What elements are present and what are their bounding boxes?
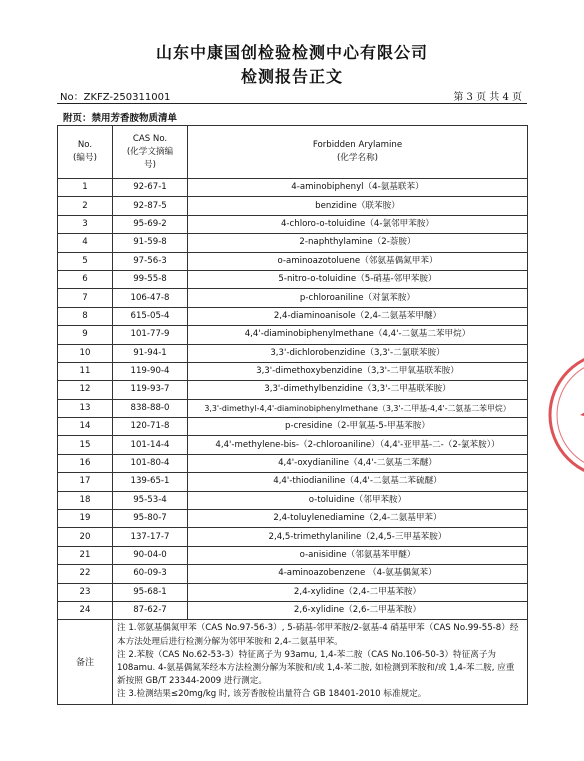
table-row xyxy=(58,418,528,436)
report-number: No：ZKFZ-250311001 xyxy=(60,92,171,103)
official-seal-stamp xyxy=(542,345,584,485)
cas-number: 101-14-4 xyxy=(113,436,188,454)
column-header-no xyxy=(58,126,113,179)
column-header-cas-line1: CAS No. xyxy=(132,133,168,144)
cas-number: 92-67-1 xyxy=(113,179,188,197)
row-number: 3 xyxy=(58,215,113,233)
row-number: 11 xyxy=(58,362,113,380)
chemical-name: 2,4-toluylenediamine（2,4-二氨基甲苯） xyxy=(188,510,528,528)
chemical-name: 4,4'-methylene-bis-（2-chloroaniline）（4,4'-亚甲基-二-（2-氯苯胺）） xyxy=(188,436,528,454)
table-row xyxy=(58,252,528,270)
chemical-name: 4,4'-diaminobiphenylmethane（4,4'-二氨基二苯甲烷） xyxy=(188,326,528,344)
row-number: 4 xyxy=(58,234,113,252)
chemical-name: 2,6-xylidine（2,6-二甲基苯胺） xyxy=(188,601,528,619)
chemical-name: 4,4'-thiodianiline（4,4'-二氨基二苯硫醚） xyxy=(188,473,528,491)
table-header-row xyxy=(58,126,528,179)
arylamine-table xyxy=(57,125,528,705)
cas-number: 95-68-1 xyxy=(113,583,188,601)
table-row xyxy=(58,491,528,509)
chemical-name: 3,3'-dimethylbenzidine（3,3'-二甲基联苯胺） xyxy=(188,381,528,399)
row-number: 5 xyxy=(58,252,113,270)
notes-content xyxy=(113,620,528,704)
table-row xyxy=(58,601,528,619)
chemical-name: 2,4,5-trimethylaniline（2,4,5-三甲基苯胺） xyxy=(188,528,528,546)
chemical-name: p-cresidine（2-甲氧基-5-甲基苯胺） xyxy=(188,418,528,436)
row-number: 12 xyxy=(58,381,113,399)
table-row xyxy=(58,436,528,454)
cas-number: 615-05-4 xyxy=(113,307,188,325)
table-row xyxy=(58,197,528,215)
chemical-name: benzidine（联苯胺） xyxy=(188,197,528,215)
organization-name: 山东中康国创检验检测中心有限公司 xyxy=(155,43,428,62)
header-divider xyxy=(57,103,527,104)
row-number: 19 xyxy=(58,510,113,528)
table-row xyxy=(58,528,528,546)
row-number: 9 xyxy=(58,326,113,344)
chemical-name: o-aminoazotoluene（邻氨基偶氮甲苯） xyxy=(188,252,528,270)
chemical-name: p-chloroaniline（对氯苯胺） xyxy=(188,289,528,307)
table-row xyxy=(58,565,528,583)
table-row xyxy=(58,234,528,252)
chemical-name: 2-naphthylamine（2-萘胺） xyxy=(188,234,528,252)
cas-number: 87-62-7 xyxy=(113,601,188,619)
row-number: 1 xyxy=(58,179,113,197)
chemical-name: 4-aminoazobenzene （4-氨基偶氮苯） xyxy=(188,565,528,583)
cas-number: 838-88-0 xyxy=(113,399,188,417)
chemical-name: 4,4'-oxydianiline（4,4'-二氨基二苯醚） xyxy=(188,454,528,472)
cas-number: 137-17-7 xyxy=(113,528,188,546)
table-row xyxy=(58,179,528,197)
table-row xyxy=(58,362,528,380)
row-number: 8 xyxy=(58,307,113,325)
row-number: 22 xyxy=(58,565,113,583)
column-header-no-line1: No. xyxy=(77,140,93,150)
cas-number: 95-80-7 xyxy=(113,510,188,528)
cas-number: 91-59-8 xyxy=(113,234,188,252)
table-row xyxy=(58,510,528,528)
column-header-no-line2: (编号) xyxy=(73,153,97,163)
chemical-name: 4-chloro-o-toluidine（4-氯邻甲苯胺） xyxy=(188,215,528,233)
row-number: 14 xyxy=(58,418,113,436)
column-header-name xyxy=(188,126,528,179)
table-body xyxy=(58,179,528,620)
chemical-name: o-anisidine（邻氨基苯甲醚） xyxy=(188,546,528,564)
cas-number: 119-90-4 xyxy=(113,362,188,380)
cas-number: 92-87-5 xyxy=(113,197,188,215)
table-row xyxy=(58,546,528,564)
document-title: 检测报告正文 xyxy=(240,67,343,86)
cas-number: 95-53-4 xyxy=(113,491,188,509)
table-row xyxy=(58,381,528,399)
note-3: 注 3.检测结果≤20mg/kg 时, 该芳香胺检出量符合 GB 18401-2010 标准规定。 xyxy=(117,689,427,700)
note-2: 注 2.苯胺（CAS No.62-53-3）特征离子为 93amu, 1,4-苯二胺（CAS No.106-50-3）特征离子为 108amu. 4-氨基偶氮苯经本方法检测分解为苯胺和/或 1,4-苯二胺, 如检测到苯胺和/或 1,4-苯二胺, 应重新按照 GB/T 23344-2009 进行测定。 xyxy=(117,649,515,687)
chemical-name: 3,3'-dimethyl-4,4'-diaminobiphenylmethane（3,3'-二甲基-4,4'-二氨基二苯甲烷） xyxy=(188,399,528,417)
cas-number: 91-94-1 xyxy=(113,344,188,362)
cas-number: 101-77-9 xyxy=(113,326,188,344)
row-number: 6 xyxy=(58,270,113,288)
cas-number: 139-65-1 xyxy=(113,473,188,491)
chemical-name: 3,3'-dimethoxybenzidine（3,3'-二甲氧基联苯胺） xyxy=(188,362,528,380)
row-number: 23 xyxy=(58,583,113,601)
row-number: 24 xyxy=(58,601,113,619)
column-header-name-line2: (化学名称) xyxy=(336,153,379,163)
chemical-name: o-toluidine（邻甲苯胺） xyxy=(188,491,528,509)
chemical-name: 4-aminobiphenyl（4-氨基联苯） xyxy=(188,179,528,197)
cas-number: 99-55-8 xyxy=(113,270,188,288)
chemical-name: 2,4-xylidine（2,4-二甲基苯胺） xyxy=(188,583,528,601)
column-header-name-line1: Forbidden Arylamine xyxy=(312,140,403,150)
cas-number: 101-80-4 xyxy=(113,454,188,472)
row-number: 17 xyxy=(58,473,113,491)
row-number: 20 xyxy=(58,528,113,546)
row-number: 7 xyxy=(58,289,113,307)
chemical-name: 3,3'-dichlorobenzidine（3,3'-二氯联苯胺） xyxy=(188,344,528,362)
table-row xyxy=(58,473,528,491)
row-number: 13 xyxy=(58,399,113,417)
row-number: 21 xyxy=(58,546,113,564)
table-row xyxy=(58,344,528,362)
table-row xyxy=(58,326,528,344)
table-row xyxy=(58,215,528,233)
cas-number: 119-93-7 xyxy=(113,381,188,399)
column-header-cas-line2: (化学文摘编号) xyxy=(126,146,174,170)
cas-number: 120-71-8 xyxy=(113,418,188,436)
table-row xyxy=(58,583,528,601)
cas-number: 60-09-3 xyxy=(113,565,188,583)
row-number: 16 xyxy=(58,454,113,472)
notes-row xyxy=(58,620,528,704)
row-number: 18 xyxy=(58,491,113,509)
row-number: 2 xyxy=(58,197,113,215)
table-row xyxy=(58,307,528,325)
cas-number: 97-56-3 xyxy=(113,252,188,270)
notes-label: 备注 xyxy=(58,620,113,704)
appendix-title: 附页：禁用芳香胺物质清单 xyxy=(63,113,178,124)
chemical-name: 2,4-diaminoanisole（2,4-二氨基苯甲醚） xyxy=(188,307,528,325)
row-number: 10 xyxy=(58,344,113,362)
cas-number: 90-04-0 xyxy=(113,546,188,564)
cas-number: 106-47-8 xyxy=(113,289,188,307)
row-number: 15 xyxy=(58,436,113,454)
table-row xyxy=(58,399,528,417)
table-row xyxy=(58,454,528,472)
table-row xyxy=(58,289,528,307)
table-row xyxy=(58,270,528,288)
note-1: 注 1.邻氨基偶氮甲苯（CAS No.97-56-3）, 5-硝基-邻甲苯胺/2-氨基-4 硝基甲苯（CAS No.99-55-8）经本方法处理后进行检测分解为邻甲苯胺和 2,4-二氨基甲苯。 xyxy=(117,623,519,647)
cas-number: 95-69-2 xyxy=(113,215,188,233)
column-header-cas xyxy=(113,126,188,179)
page-indicator: 第 3 页 共 4 页 xyxy=(453,92,522,103)
chemical-name: 5-nitro-o-toluidine（5-硝基-邻甲苯胺） xyxy=(188,270,528,288)
